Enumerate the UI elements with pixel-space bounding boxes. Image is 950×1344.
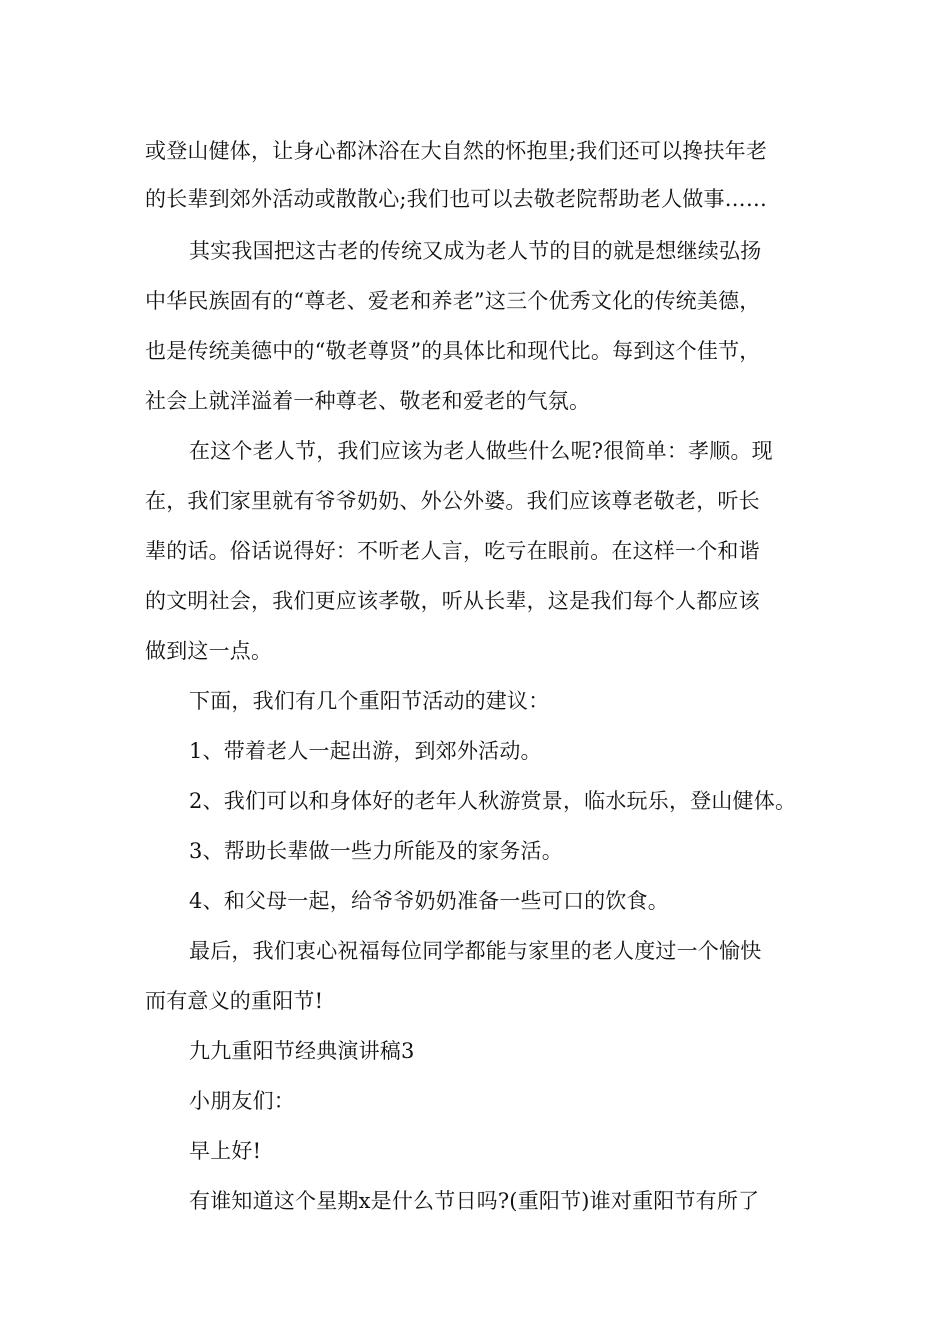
text-line: 的文明社会，我们更应该孝敬，听从长辈，这是我们每个人都应该 bbox=[145, 589, 760, 613]
text-line: 也是传统美德中的“敬老尊贤”的具体比和现代比。每到这个佳节， bbox=[145, 339, 761, 363]
section-heading: 九九重阳节经典演讲稿3 bbox=[189, 1039, 415, 1063]
list-item: 3、帮助长辈做一些力所能及的家务活。 bbox=[189, 839, 563, 863]
list-item: 4、和父母一起，给爷爷奶奶准备一些可口的饮食。 bbox=[189, 889, 669, 913]
text-line: 的长辈到郊外活动或散散心;我们也可以去敬老院帮助老人做事…… bbox=[145, 187, 768, 211]
text-line: 辈的话。俗话说得好：不听老人言，吃亏在眼前。在这样一个和谐 bbox=[145, 539, 760, 563]
text-line: 最后，我们衷心祝福每位同学都能与家里的老人度过一个愉快 bbox=[189, 939, 762, 963]
text-line: 下面，我们有几个重阳节活动的建议： bbox=[189, 689, 550, 713]
text-line: 或登山健体，让身心都沐浴在大自然的怀抱里;我们还可以搀扶年老 bbox=[145, 139, 768, 163]
list-item: 2、我们可以和身体好的老年人秋游赏景，临水玩乐，登山健体。 bbox=[189, 789, 797, 813]
text-line: 其实我国把这古老的传统又成为老人节的目的就是想继续弘扬 bbox=[189, 239, 762, 263]
list-item: 1、带着老人一起出游，到郊外活动。 bbox=[189, 739, 542, 763]
text-line: 小朋友们： bbox=[189, 1089, 295, 1113]
text-line: 在这个老人节，我们应该为老人做些什么呢?很简单：孝顺。现 bbox=[189, 439, 773, 463]
text-line: 在，我们家里就有爷爷奶奶、外公外婆。我们应该尊老敬老，听长 bbox=[145, 489, 760, 513]
text-line: 早上好! bbox=[189, 1139, 262, 1163]
text-line: 中华民族固有的“尊老、爱老和养老”这三个优秀文化的传统美德， bbox=[145, 289, 761, 313]
text-line: 有谁知道这个星期x是什么节日吗?(重阳节)谁对重阳节有所了 bbox=[189, 1189, 760, 1213]
text-line: 做到这一点。 bbox=[145, 639, 273, 663]
text-line: 而有意义的重阳节! bbox=[145, 989, 324, 1013]
text-line: 社会上就洋溢着一种尊老、敬老和爱老的气氛。 bbox=[145, 389, 591, 413]
